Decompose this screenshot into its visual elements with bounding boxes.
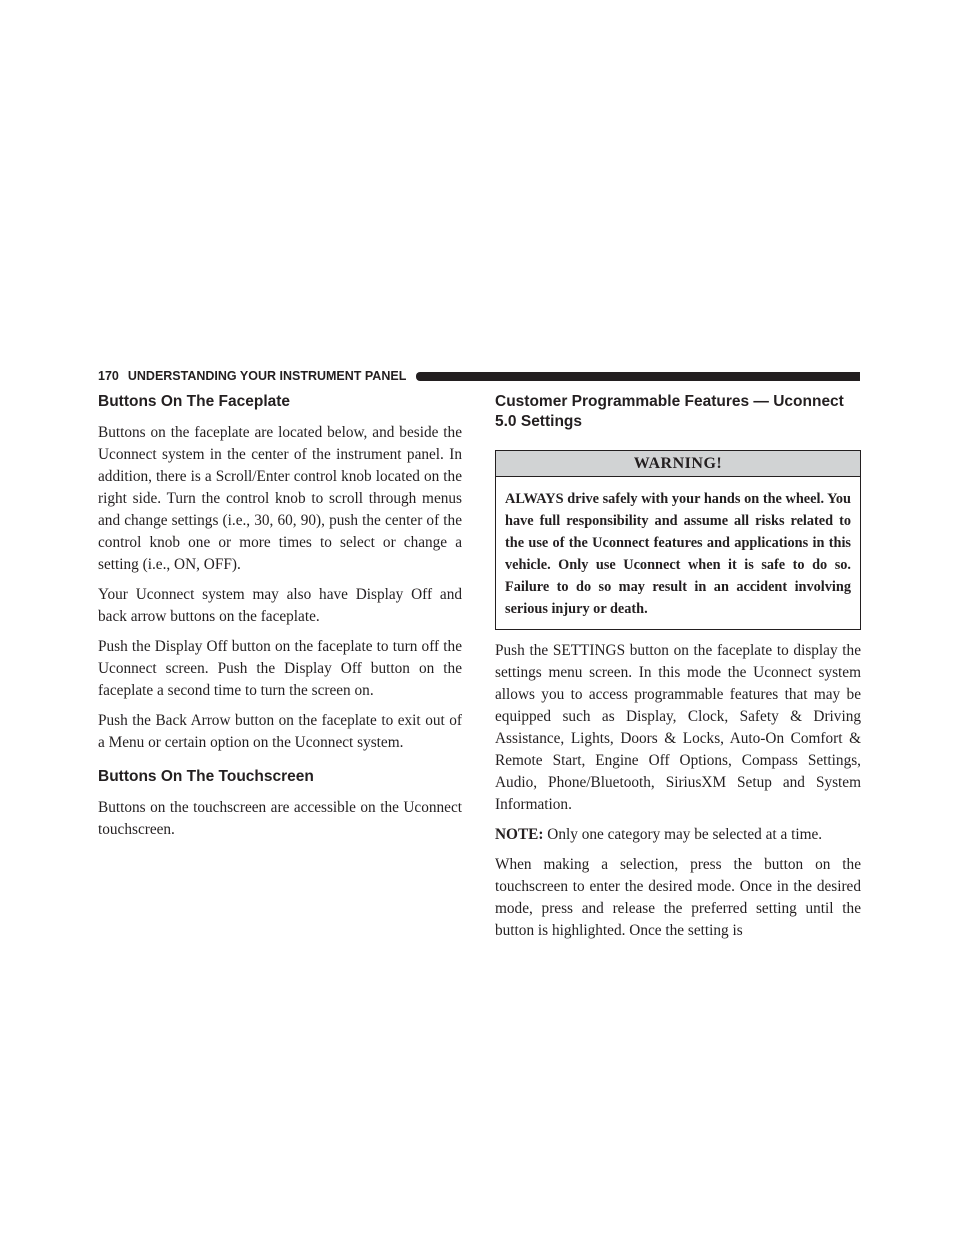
page-number: 170 <box>98 369 119 383</box>
header-rule <box>416 372 860 381</box>
paragraph-making-selection: When making a selection, press the button on the touchscreen to enter the desired mode. Once in the desired mode, press and release the preferred setting until the button is highlighted. Once the setting is <box>495 856 861 939</box>
warning-title: WARNING! <box>496 451 860 477</box>
heading-faceplate-buttons: Buttons On The Faceplate <box>98 393 291 410</box>
right-column <box>495 392 861 950</box>
paragraph-back-arrow: Push the Back Arrow button on the faceplate to exit out of a Menu or certain option on the Uconnect system. <box>98 712 462 751</box>
paragraph-settings-button: Push the SETTINGS button on the faceplate to display the settings menu screen. In this mode the Uconnect system allows you to access programmable features that may be equipped such as Display, Clock, Safety & Driving Assistance, Lights, Doors & Locks, Auto-On Comfort & Remote Start, Engine Off Options, Compass Settings, Audio, Phone/Bluetooth, SiriusXM Setup and System Information. <box>495 642 861 813</box>
note-text: Only one category may be selected at a time. <box>543 826 823 843</box>
note <box>495 824 861 846</box>
paragraph-touchscreen-buttons: Buttons on the touchscreen are accessible on the Uconnect touchscreen. <box>98 799 462 838</box>
section-title: UNDERSTANDING YOUR INSTRUMENT PANEL <box>127 369 407 383</box>
left-column <box>98 392 462 849</box>
warning-box <box>495 450 861 630</box>
note-label: NOTE: <box>495 826 544 843</box>
paragraph-display-off-usage: Push the Display Off button on the faceplate to turn off the Uconnect screen. Push the Display Off button on the faceplate a second time to turn the screen on. <box>98 638 462 699</box>
paragraph-faceplate-buttons: Buttons on the faceplate are located below, and beside the Uconnect system in the center of the instrument panel. In addition, there is a Scroll/Enter control knob located on the right side. Turn the control knob to scroll through menus and change settings (i.e., 30, 60, 90), push the center of the control knob one or more times to select or change a setting (i.e., ON, OFF). <box>98 424 462 573</box>
warning-text: ALWAYS drive safely with your hands on the wheel. You have full responsibility and assume all risks related to the use of the Uconnect features and applications in this vehicle. Only use Uconnect when it is safe to do so. Failure to do so may result in an accident involving serious injury or death. <box>505 491 851 617</box>
paragraph-display-off: Your Uconnect system may also have Display Off and back arrow buttons on the faceplate. <box>98 586 462 625</box>
heading-touchscreen-buttons: Buttons On The Touchscreen <box>98 768 314 785</box>
page-header <box>98 368 860 384</box>
heading-programmable-features: Customer Programmable Features — Uconnect 5.0 Settings <box>495 393 844 430</box>
